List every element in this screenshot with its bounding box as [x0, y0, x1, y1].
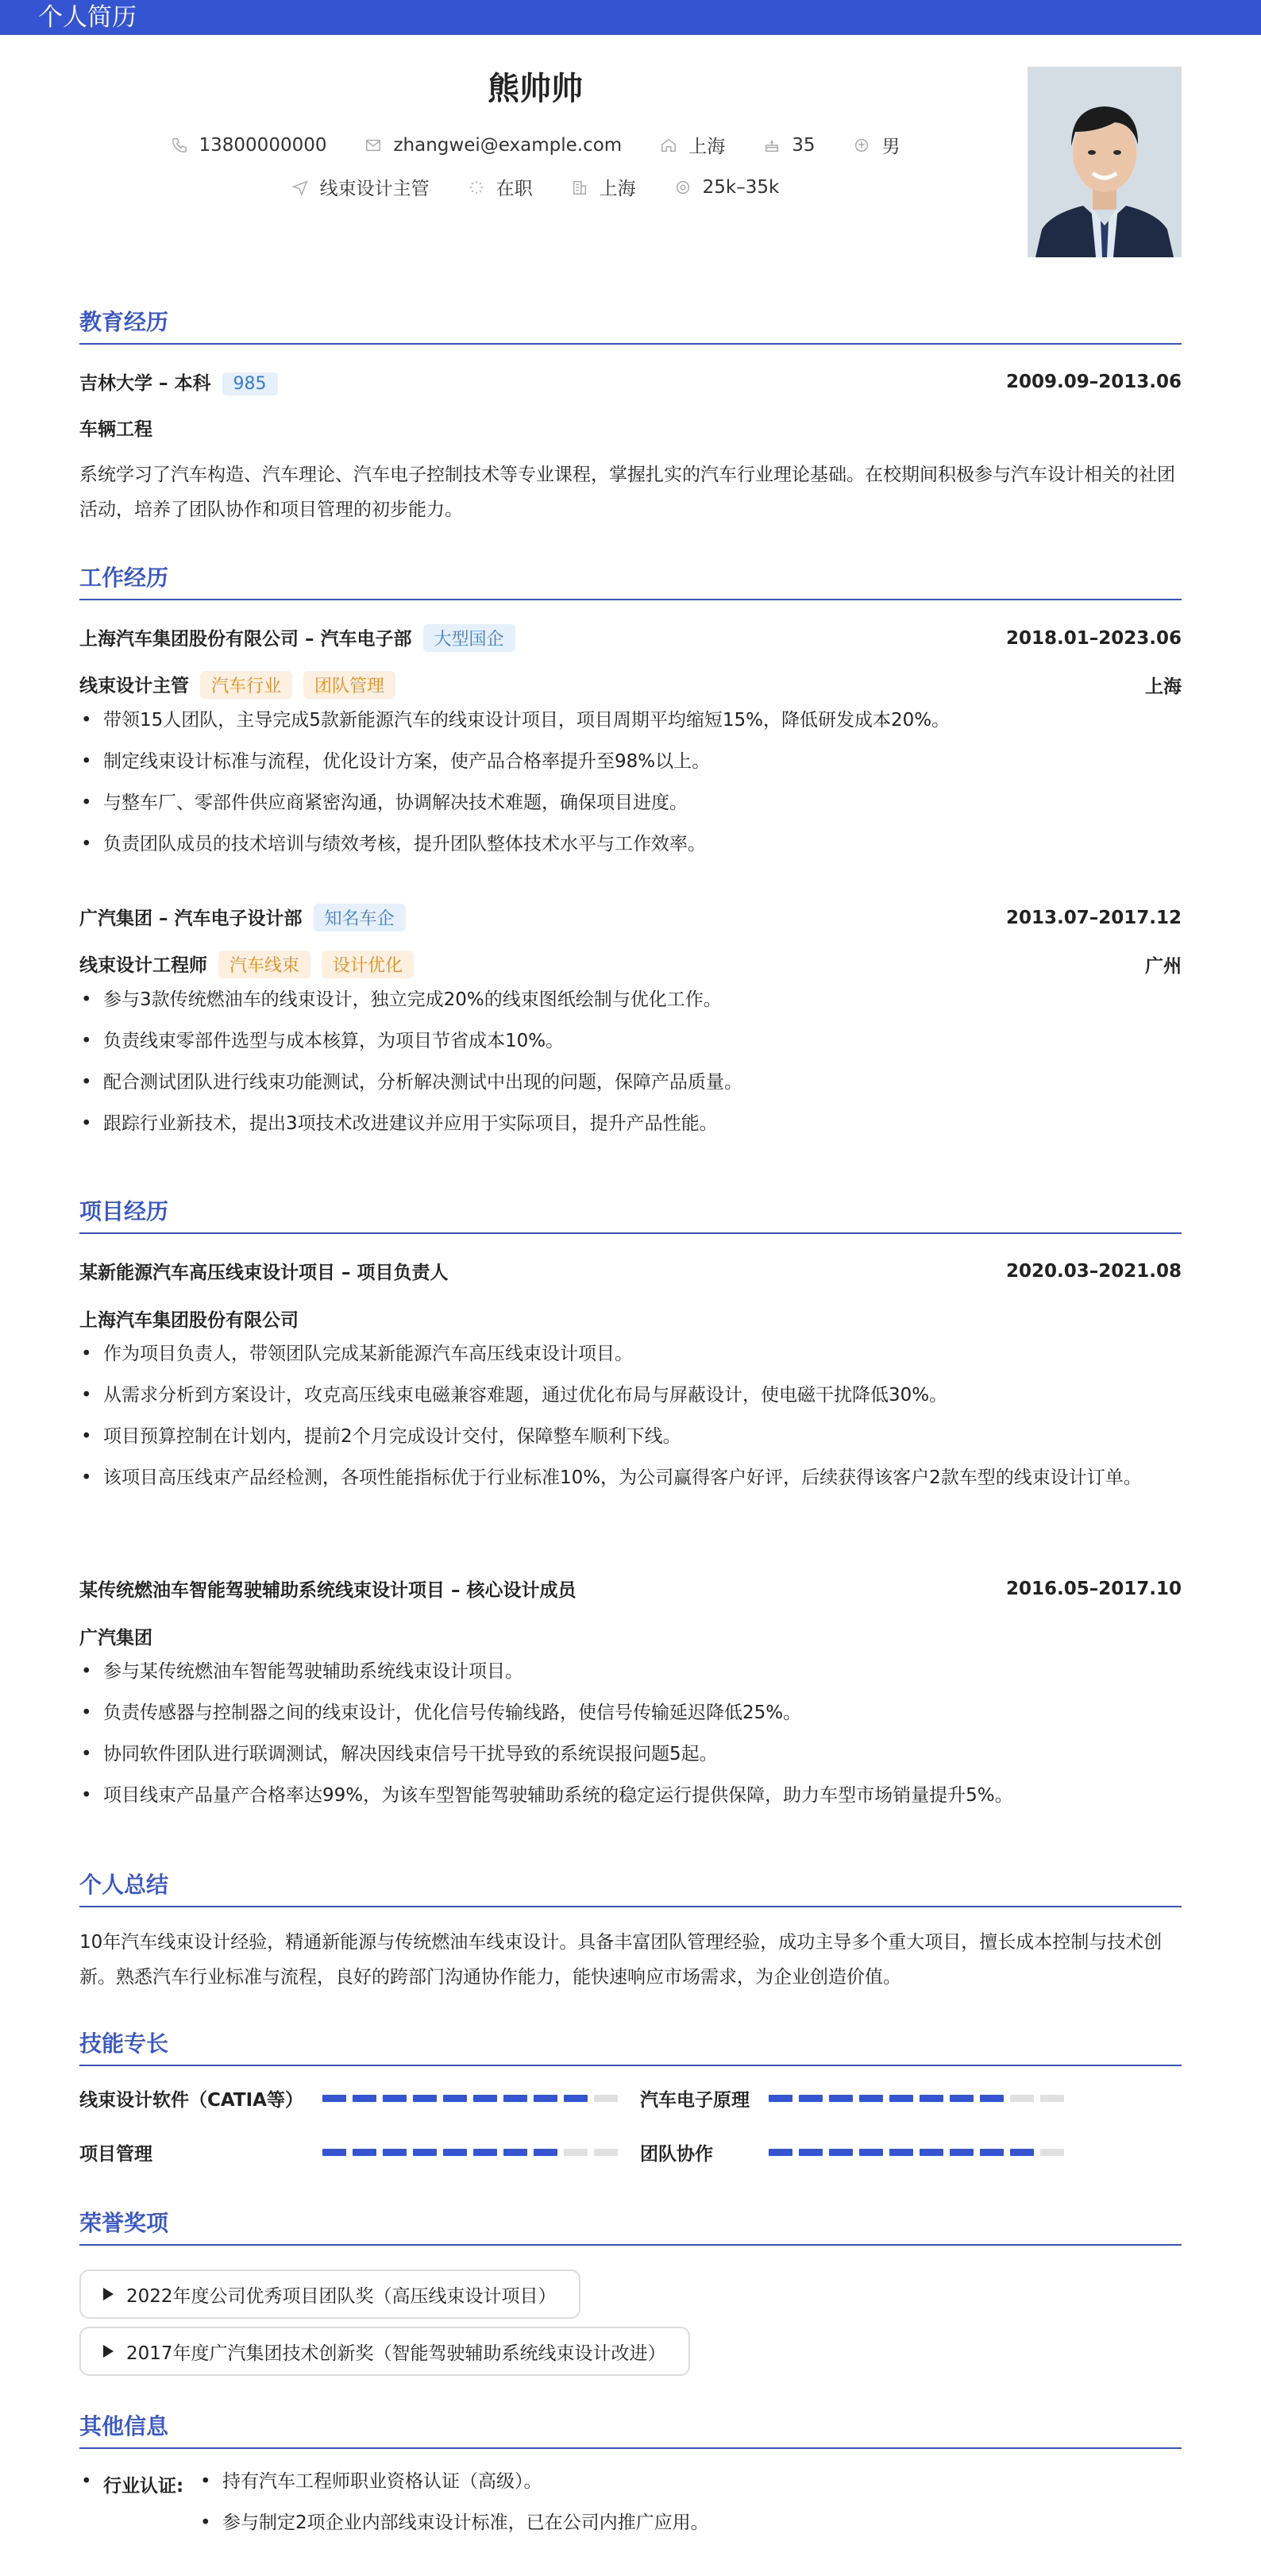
skill-segment-filled — [413, 2095, 437, 2102]
skill-segment-filled — [799, 2149, 823, 2156]
skill-segment-filled — [980, 2095, 1004, 2102]
project-bullet: • 协同软件团队进行联调测试，解决因线束信号干扰导致的系统误报问题5起。 — [79, 1737, 1182, 1771]
projects-section — [79, 1194, 1182, 1806]
job-bullet: • 参与3款传统燃油车的线束设计，独立完成20%的线束图纸绘制与优化工作。 — [79, 983, 1182, 1016]
skills-title: 技能专长 — [79, 2026, 1182, 2066]
school-name: 吉林大学 – 本科 — [79, 373, 211, 394]
other-info-title: 其他信息 — [79, 2409, 1182, 2449]
job-bullet: • 配合测试团队进行线束功能测试，分析解决测试中出现的问题，保障产品质量。 — [79, 1066, 1182, 1099]
skill-segment-filled — [920, 2149, 943, 2156]
skill-segment-filled — [859, 2095, 883, 2102]
job-period: 2018.01–2023.06 — [1005, 627, 1182, 649]
award-text: 2017年度广汽集团技术创新奖（智能驾驶辅助系统线束设计改进） — [126, 2343, 666, 2364]
award-item[interactable] — [79, 2327, 690, 2376]
skill-label: 线束设计软件（CATIA等） — [79, 2090, 303, 2111]
skill-segment-filled — [383, 2095, 407, 2102]
job-bullet: • 带领15人团队，主导完成5款新能源汽车的线束设计项目，项目周期平均缩短15%，降低研发成本20%。 — [79, 704, 1182, 737]
skill-segment-filled — [473, 2095, 497, 2102]
skill-bar — [769, 2149, 1064, 2156]
project-bullet: • 参与某传统燃油车智能驾驶辅助系统线束设计项目。 — [79, 1655, 1182, 1688]
skill-segment-empty — [1040, 2149, 1064, 2156]
skill-label: 项目管理 — [79, 2144, 152, 2165]
skill-segment-filled — [829, 2149, 853, 2156]
job-role-row — [79, 671, 1182, 699]
company-name: 上海汽车集团股份有限公司 – 汽车电子部 — [79, 629, 412, 650]
phone-text: 13800000000 — [199, 134, 327, 156]
money-icon — [674, 179, 692, 196]
job-intent-row — [0, 174, 1070, 200]
project-header-row — [79, 1258, 1182, 1284]
summary-section — [79, 1868, 1182, 1988]
project-bullet: • 项目线束产品量产合格率达99%，为该车型智能驾驶辅助系统的稳定运行提供保障，助力车型市场销量提升5%。 — [79, 1779, 1182, 1812]
skill-segment-filled — [503, 2095, 527, 2102]
skill-segment-filled — [443, 2095, 467, 2102]
resume-header — [0, 35, 1261, 273]
loading-icon — [468, 179, 485, 196]
skill-segment-filled — [769, 2095, 792, 2102]
city-item — [660, 132, 725, 158]
salary-text: 25k–35k — [702, 176, 780, 198]
phone-item — [171, 135, 327, 156]
skill-segment-filled — [829, 2095, 853, 2102]
job-header-row — [79, 624, 1182, 652]
resume-page — [0, 35, 1261, 2533]
skill-segment-filled — [534, 2149, 557, 2156]
company-tag: 大型国企 — [423, 624, 515, 652]
triangle-right-icon — [103, 2288, 114, 2300]
job-tag: 团队管理 — [303, 671, 395, 699]
salary-item — [674, 177, 780, 198]
user-icon — [853, 137, 870, 154]
skill-segment-filled — [950, 2095, 974, 2102]
other-item: • 参与制定2项企业内部线束设计标准，已在公司内推广应用。 — [199, 2506, 1151, 2539]
job-bullet: • 跟踪行业新技术，提出3项技术改进建议并应用于实际项目，提升产品性能。 — [79, 1107, 1182, 1140]
status-text: 在职 — [496, 179, 533, 199]
project-bullet: • 从需求分析到方案设计，攻克高压线束电磁兼容难题，通过优化布局与屏蔽设计，使电磁干扰降低30%。 — [79, 1379, 1182, 1412]
skill-segment-filled — [383, 2149, 407, 2156]
building-icon — [571, 179, 588, 196]
project-bullet: • 负责传感器与控制器之间的线束设计，优化信号传输线路，使信号传输延迟降低25%。 — [79, 1696, 1182, 1730]
job-location: 广州 — [1145, 956, 1182, 977]
contact-row — [0, 132, 1070, 158]
skill-segment-filled — [889, 2095, 913, 2102]
education-major: 车辆工程 — [79, 419, 152, 440]
education-title: 教育经历 — [79, 305, 1182, 345]
job-bullet: • 与整车厂、零部件供应商紧密沟通，协调解决技术难题，确保项目进度。 — [79, 786, 1182, 819]
education-section — [79, 305, 1182, 520]
mail-icon — [364, 137, 382, 154]
skill-segment-filled — [534, 2095, 557, 2102]
award-item[interactable] — [79, 2269, 580, 2319]
skill-label: 汽车电子原理 — [640, 2090, 750, 2111]
send-icon — [291, 179, 309, 196]
skill-segment-filled — [564, 2095, 588, 2102]
skill-segment-filled — [443, 2149, 467, 2156]
education-description: 系统学习了汽车构造、汽车理论、汽车电子控制技术等专业课程，掌握扎实的汽车行业理论基础。在校期间积极参与汽车设计相关的社团活动，培养了团队协作和项目管理的初步能力。 — [79, 465, 1175, 520]
triangle-right-icon — [103, 2345, 114, 2358]
gender-text: 男 — [881, 137, 900, 157]
gender-item — [853, 132, 900, 158]
position-text: 线束设计主管 — [319, 179, 430, 199]
other-label: 行业认证: — [103, 2476, 184, 2497]
target-city-item — [571, 174, 636, 200]
bullet-dot: • — [81, 2471, 92, 2492]
job-tag: 设计优化 — [322, 951, 414, 978]
other-item: • 持有汽车工程师职业资格认证（高级）。 — [199, 2465, 1151, 2498]
summary-title: 个人总结 — [79, 1868, 1182, 1907]
education-header-row — [79, 368, 1182, 395]
job-role: 线束设计工程师 — [79, 955, 207, 976]
skill-segment-filled — [413, 2149, 437, 2156]
skill-segment-filled — [859, 2149, 883, 2156]
target-city-text: 上海 — [599, 179, 636, 199]
skill-segment-filled — [322, 2095, 346, 2102]
company-tag: 知名车企 — [314, 904, 406, 931]
work-section — [79, 561, 1182, 1134]
project-period: 2016.05–2017.10 — [1005, 1578, 1182, 1599]
project-header-row — [79, 1575, 1182, 1602]
projects-title: 项目经历 — [79, 1194, 1182, 1234]
project-name: 某传统燃油车智能驾驶辅助系统线束设计项目 – 核心设计成员 — [79, 1580, 577, 1601]
award-text: 2022年度公司优秀项目团队奖（高压线束设计项目） — [126, 2285, 557, 2307]
job-header-row — [79, 904, 1182, 931]
skill-segment-empty — [1040, 2095, 1064, 2102]
project-bullet: • 作为项目负责人，带领团队完成某新能源汽车高压线束设计项目。 — [79, 1337, 1182, 1371]
position-item — [291, 174, 430, 200]
skill-segment-filled — [322, 2149, 346, 2156]
status-item — [468, 174, 533, 200]
skill-segment-filled — [950, 2149, 974, 2156]
cake-icon — [763, 137, 781, 154]
profile-photo — [1028, 67, 1182, 257]
skill-segment-empty — [594, 2095, 618, 2102]
project-bullet: • 项目预算控制在计划内，提前2个月完成设计交付，保障整车顺利下线。 — [79, 1420, 1182, 1453]
work-title: 工作经历 — [79, 561, 1182, 600]
skill-segment-filled — [799, 2095, 823, 2102]
education-period: 2009.09–2013.06 — [1005, 372, 1182, 392]
skill-label: 团队协作 — [640, 2144, 713, 2165]
job-role: 线束设计主管 — [79, 676, 189, 696]
banner-title: 个人简历 — [38, 3, 137, 32]
job-period: 2013.07–2017.12 — [1005, 907, 1182, 928]
skill-segment-empty — [594, 2149, 618, 2156]
skill-segment-filled — [353, 2149, 376, 2156]
email-text: zhangwei@example.com — [393, 134, 623, 156]
email-item — [364, 135, 622, 156]
project-org: 上海汽车集团股份有限公司 — [79, 1310, 299, 1331]
skill-bar — [322, 2095, 618, 2102]
project-bullet: • 该项目高压线束产品经检测，各项性能指标优于行业标准10%，为公司赢得客户好评，后续获得该客户2款车型的线束设计订单。 — [79, 1461, 1182, 1494]
job-role-row — [79, 951, 1182, 978]
skill-segment-filled — [503, 2149, 527, 2156]
school-tag: 985 — [222, 372, 278, 395]
company-name: 广汽集团 – 汽车电子设计部 — [79, 908, 303, 929]
project-org: 广汽集团 — [79, 1628, 152, 1649]
job-tag: 汽车行业 — [200, 671, 292, 699]
skill-bar — [769, 2095, 1064, 2102]
project-period: 2020.03–2021.08 — [1005, 1260, 1182, 1282]
skill-segment-filled — [473, 2149, 497, 2156]
job-bullet: • 负责线束零部件选型与成本核算，为项目节省成本10%。 — [79, 1024, 1182, 1058]
skill-segment-filled — [1010, 2149, 1034, 2156]
candidate-name: 熊帅帅 — [488, 71, 583, 107]
skill-segment-filled — [769, 2149, 792, 2156]
skill-segment-empty — [1010, 2095, 1034, 2102]
skill-bar — [322, 2149, 618, 2156]
skill-segment-filled — [920, 2095, 943, 2102]
awards-section — [79, 2206, 1182, 2364]
home-icon — [660, 137, 677, 154]
age-text: 35 — [792, 134, 816, 156]
phone-icon — [171, 137, 188, 154]
city-text: 上海 — [688, 137, 726, 157]
job-location: 上海 — [1145, 677, 1182, 697]
other-info-section — [79, 2409, 1182, 2533]
job-bullet: • 负责团队成员的技术培训与绩效考核，提升团队整体技术水平与工作效率。 — [79, 827, 1182, 861]
job-tag: 汽车线束 — [218, 951, 310, 978]
skill-segment-filled — [980, 2149, 1004, 2156]
job-bullet: • 制定线束设计标准与流程，优化设计方案，使产品合格率提升至98%以上。 — [79, 745, 1182, 778]
top-banner — [0, 0, 1261, 35]
skills-section — [79, 2026, 1182, 2165]
skill-segment-empty — [564, 2149, 588, 2156]
awards-title: 荣誉奖项 — [79, 2206, 1182, 2246]
skill-segment-filled — [889, 2149, 913, 2156]
summary-text: 10年汽车线束设计经验，精通新能源与传统燃油车线束设计。具备丰富团队管理经验，成功主导多个重大项目，擅长成本控制与技术创新。熟悉汽车行业标准与流程，良好的跨部门沟通协作能力，能快速响应市场需求，为企业创造价值。 — [79, 1932, 1163, 1988]
age-item — [763, 135, 815, 156]
project-name: 某新能源汽车高压线束设计项目 – 项目负责人 — [79, 1263, 449, 1283]
skill-segment-filled — [353, 2095, 376, 2102]
